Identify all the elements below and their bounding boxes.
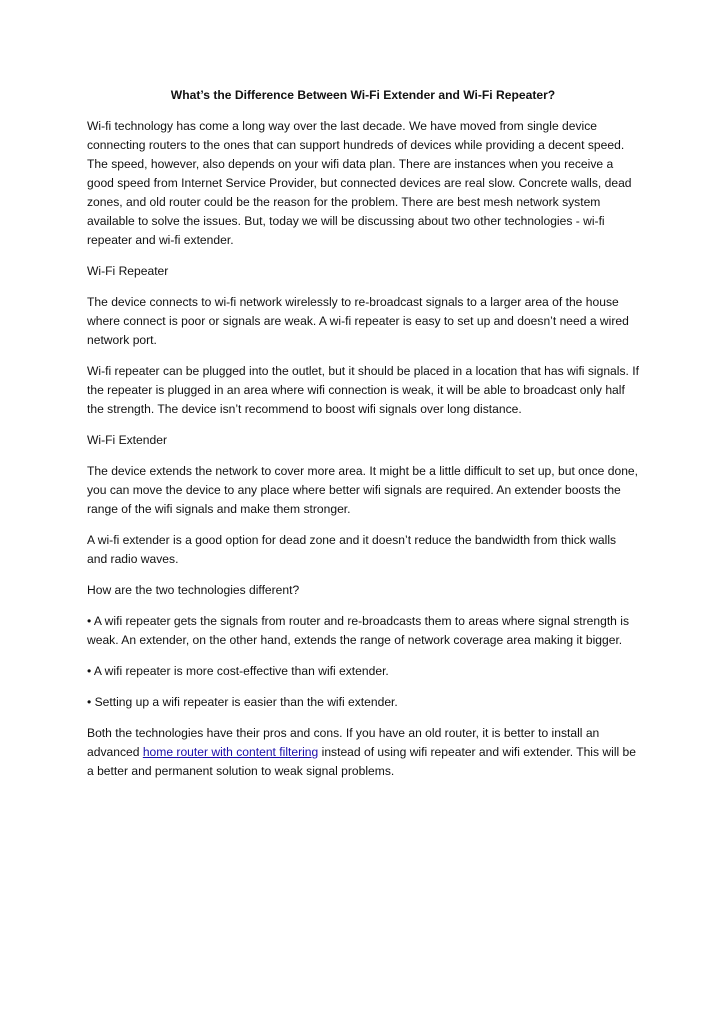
- difference-heading: How are the two technologies different?: [87, 583, 300, 597]
- bullet-item-2: • A wifi repeater is more cost-effective than wifi extender.: [87, 664, 389, 678]
- conclusion-paragraph: [87, 724, 639, 781]
- extender-paragraph-2: A wi-fi extender is a good option for dead zone and it doesn’t reduce the bandwidth from thick walls and radio waves.: [87, 533, 617, 566]
- repeater-paragraph-1: The device connects to wi-fi network wirelessly to re-broadcast signals to a larger area of the house where connect is poor or signals are weak. A wi-fi repeater is easy to set up and doesn’t need a wired network port.: [87, 295, 629, 347]
- bullet-item-3: • Setting up a wifi repeater is easier than the wifi extender.: [87, 695, 398, 709]
- extender-heading: Wi-Fi Extender: [87, 433, 167, 447]
- document-title: What’s the Difference Between Wi-Fi Extender and Wi-Fi Repeater?: [170, 88, 556, 102]
- content-filtering-router-link[interactable]: home router with content filtering: [142, 745, 319, 759]
- repeater-paragraph-2: Wi-fi repeater can be plugged into the outlet, but it should be placed in a location that has wifi signals. If the repeater is plugged in an area where wifi connection is weak, it will be able to broadcast only half the strength. The device isn’t recommend to boost wifi signals over long distance.: [87, 364, 639, 416]
- intro-paragraph: Wi-fi technology has come a long way over the last decade. We have moved from single device connecting routers to the ones that can support hundreds of devices while providing a decent speed. The speed, however, also depends on your wifi data plan. There are instances when you receive a good speed from Internet Service Provider, but connected devices are real slow. Concrete walls, dead zones, and old router could be the reason for the problem. There are best mesh network system available to solve the issues. But, today we will be discussing about two other technologies - wi-fi repeater and wi-fi extender.: [87, 119, 632, 247]
- extender-paragraph-1: The device extends the network to cover more area. It might be a little difficult to set up, but once done, you can move the device to any place where better wifi signals are required. An extender boosts the range of the wifi signals and make them stronger.: [87, 464, 639, 516]
- bullet-item-1: • A wifi repeater gets the signals from router and re-broadcasts them to areas where signal strength is weak. An extender, on the other hand, extends the range of network coverage area making it bigger.: [87, 614, 630, 647]
- conclusion-text-after: instead of using wifi repeater and wifi extender. This will be a better and permanent solution to weak signal problems.: [87, 745, 637, 778]
- repeater-heading: Wi-Fi Repeater: [87, 264, 169, 278]
- conclusion-text-before: Both the technologies have their pros and cons. If you have an old router, it is better to install an advanced: [87, 726, 600, 759]
- document-body: [87, 86, 639, 793]
